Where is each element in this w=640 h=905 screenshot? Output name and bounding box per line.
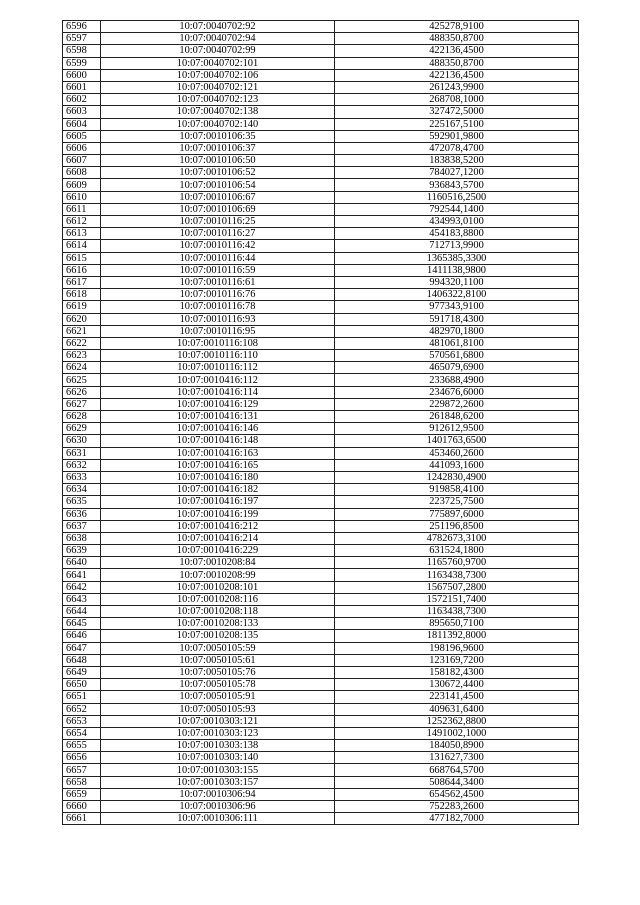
- value-cell: 752283,2600: [335, 801, 579, 813]
- cadastral-number-cell: 10:07:0050105:61: [101, 654, 335, 666]
- value-cell: 261848,6200: [335, 411, 579, 423]
- cadastral-number-cell: 10:07:0010416:146: [101, 423, 335, 435]
- value-cell: 1365385,3300: [335, 252, 579, 264]
- row-number-cell: 6601: [63, 81, 101, 93]
- row-number-cell: 6625: [63, 374, 101, 386]
- table-body: [63, 21, 579, 825]
- table-row: [63, 801, 579, 813]
- row-number-cell: 6607: [63, 155, 101, 167]
- table-row: [63, 691, 579, 703]
- value-cell: 668764,5700: [335, 764, 579, 776]
- table-row: [63, 142, 579, 154]
- table-row: [63, 679, 579, 691]
- cadastral-number-cell: 10:07:0010116:112: [101, 362, 335, 374]
- table-row: [63, 569, 579, 581]
- value-cell: 123169,7200: [335, 654, 579, 666]
- row-number-cell: 6630: [63, 435, 101, 447]
- value-cell: 198196,9600: [335, 642, 579, 654]
- value-cell: 481061,8100: [335, 337, 579, 349]
- row-number-cell: 6619: [63, 301, 101, 313]
- row-number-cell: 6627: [63, 398, 101, 410]
- value-cell: 327472,5000: [335, 106, 579, 118]
- value-cell: 488350,8700: [335, 57, 579, 69]
- row-number-cell: 6642: [63, 581, 101, 593]
- row-number-cell: 6622: [63, 337, 101, 349]
- row-number-cell: 6606: [63, 142, 101, 154]
- row-number-cell: 6621: [63, 325, 101, 337]
- row-number-cell: 6635: [63, 496, 101, 508]
- cadastral-number-cell: 10:07:0010416:131: [101, 411, 335, 423]
- value-cell: 234676,6000: [335, 386, 579, 398]
- table-row: [63, 447, 579, 459]
- value-cell: 223141,4500: [335, 691, 579, 703]
- value-cell: 1401763,6500: [335, 435, 579, 447]
- table-row: [63, 593, 579, 605]
- table-row: [63, 179, 579, 191]
- row-number-cell: 6623: [63, 350, 101, 362]
- cadastral-number-cell: 10:07:0010303:123: [101, 727, 335, 739]
- table-row: [63, 581, 579, 593]
- cadastral-number-cell: 10:07:0010208:84: [101, 557, 335, 569]
- value-cell: 1491002,1000: [335, 727, 579, 739]
- value-cell: 465079,6900: [335, 362, 579, 374]
- table-row: [63, 776, 579, 788]
- value-cell: 631524,1800: [335, 545, 579, 557]
- cadastral-number-cell: 10:07:0010416:180: [101, 471, 335, 483]
- row-number-cell: 6624: [63, 362, 101, 374]
- cadastral-number-cell: 10:07:0010116:27: [101, 228, 335, 240]
- cadastral-number-cell: 10:07:0010106:54: [101, 179, 335, 191]
- row-number-cell: 6614: [63, 240, 101, 252]
- row-number-cell: 6604: [63, 118, 101, 130]
- cadastral-number-cell: 10:07:0010416:212: [101, 520, 335, 532]
- cadastral-number-cell: 10:07:0010416:112: [101, 374, 335, 386]
- table-row: [63, 557, 579, 569]
- cadastral-number-cell: 10:07:0010416:114: [101, 386, 335, 398]
- table-row: [63, 264, 579, 276]
- cadastral-number-cell: 10:07:0010106:50: [101, 155, 335, 167]
- table-row: [63, 228, 579, 240]
- cadastral-number-cell: 10:07:0010116:59: [101, 264, 335, 276]
- row-number-cell: 6617: [63, 276, 101, 288]
- table-row: [63, 740, 579, 752]
- cadastral-number-cell: 10:07:0010116:42: [101, 240, 335, 252]
- value-cell: 1163438,7300: [335, 606, 579, 618]
- value-cell: 409631,6400: [335, 703, 579, 715]
- table-row: [63, 606, 579, 618]
- value-cell: 1406322,8100: [335, 289, 579, 301]
- row-number-cell: 6643: [63, 593, 101, 605]
- row-number-cell: 6608: [63, 167, 101, 179]
- row-number-cell: 6605: [63, 130, 101, 142]
- cadastral-number-cell: 10:07:0010106:52: [101, 167, 335, 179]
- row-number-cell: 6641: [63, 569, 101, 581]
- value-cell: 994320,1100: [335, 276, 579, 288]
- table-row: [63, 752, 579, 764]
- value-cell: 454183,8800: [335, 228, 579, 240]
- table-row: [63, 715, 579, 727]
- table-row: [63, 289, 579, 301]
- row-number-cell: 6650: [63, 679, 101, 691]
- cadastral-number-cell: 10:07:0010303:140: [101, 752, 335, 764]
- cadastral-number-cell: 10:07:0010106:35: [101, 130, 335, 142]
- table-row: [63, 788, 579, 800]
- value-cell: 268708,1000: [335, 94, 579, 106]
- table-row: [63, 398, 579, 410]
- table-row: [63, 618, 579, 630]
- row-number-cell: 6633: [63, 471, 101, 483]
- table-row: [63, 666, 579, 678]
- table-row: [63, 203, 579, 215]
- row-number-cell: 6610: [63, 191, 101, 203]
- cadastral-number-cell: 10:07:0050105:78: [101, 679, 335, 691]
- value-cell: 422136,4500: [335, 45, 579, 57]
- value-cell: 1242830,4900: [335, 471, 579, 483]
- table-row: [63, 520, 579, 532]
- cadastral-number-cell: 10:07:0010303:121: [101, 715, 335, 727]
- row-number-cell: 6616: [63, 264, 101, 276]
- table-row: [63, 191, 579, 203]
- value-cell: 1567507,2800: [335, 581, 579, 593]
- value-cell: 225167,5100: [335, 118, 579, 130]
- row-number-cell: 6626: [63, 386, 101, 398]
- row-number-cell: 6615: [63, 252, 101, 264]
- row-number-cell: 6640: [63, 557, 101, 569]
- row-number-cell: 6636: [63, 508, 101, 520]
- row-number-cell: 6657: [63, 764, 101, 776]
- value-cell: 472078,4700: [335, 142, 579, 154]
- row-number-cell: 6600: [63, 69, 101, 81]
- table-row: [63, 411, 579, 423]
- value-cell: 784027,1200: [335, 167, 579, 179]
- cadastral-number-cell: 10:07:0010303:138: [101, 740, 335, 752]
- value-cell: 441093,1600: [335, 459, 579, 471]
- value-cell: 1572151,7400: [335, 593, 579, 605]
- row-number-cell: 6651: [63, 691, 101, 703]
- table-row: [63, 654, 579, 666]
- value-cell: 1165760,9700: [335, 557, 579, 569]
- cadastral-number-cell: 10:07:0010416:148: [101, 435, 335, 447]
- value-cell: 936843,5700: [335, 179, 579, 191]
- cadastral-number-cell: 10:07:0040702:94: [101, 33, 335, 45]
- cadastral-number-cell: 10:07:0040702:99: [101, 45, 335, 57]
- table-row: [63, 325, 579, 337]
- table-row: [63, 545, 579, 557]
- cadastral-number-cell: 10:07:0010116:76: [101, 289, 335, 301]
- cadastral-number-cell: 10:07:0010208:135: [101, 630, 335, 642]
- cadastral-number-cell: 10:07:0010208:99: [101, 569, 335, 581]
- row-number-cell: 6629: [63, 423, 101, 435]
- cadastral-number-cell: 10:07:0010306:111: [101, 813, 335, 825]
- cadastral-number-cell: 10:07:0010116:110: [101, 350, 335, 362]
- value-cell: 1160516,2500: [335, 191, 579, 203]
- table-row: [63, 630, 579, 642]
- cadastral-number-cell: 10:07:0010116:93: [101, 313, 335, 325]
- value-cell: 425278,9100: [335, 21, 579, 33]
- cadastral-number-cell: 10:07:0010208:133: [101, 618, 335, 630]
- cadastral-number-cell: 10:07:0010306:94: [101, 788, 335, 800]
- row-number-cell: 6612: [63, 216, 101, 228]
- cadastral-number-cell: 10:07:0010303:155: [101, 764, 335, 776]
- table-row: [63, 764, 579, 776]
- cadastral-number-cell: 10:07:0040702:106: [101, 69, 335, 81]
- row-number-cell: 6609: [63, 179, 101, 191]
- row-number-cell: 6603: [63, 106, 101, 118]
- cadastral-number-cell: 10:07:0010116:44: [101, 252, 335, 264]
- row-number-cell: 6658: [63, 776, 101, 788]
- value-cell: 977343,9100: [335, 301, 579, 313]
- row-number-cell: 6598: [63, 45, 101, 57]
- row-number-cell: 6634: [63, 484, 101, 496]
- table-row: [63, 423, 579, 435]
- table-row: [63, 130, 579, 142]
- row-number-cell: 6618: [63, 289, 101, 301]
- row-number-cell: 6602: [63, 94, 101, 106]
- row-number-cell: 6639: [63, 545, 101, 557]
- row-number-cell: 6631: [63, 447, 101, 459]
- row-number-cell: 6649: [63, 666, 101, 678]
- table-row: [63, 81, 579, 93]
- value-cell: 130672,4400: [335, 679, 579, 691]
- table-row: [63, 484, 579, 496]
- cadastral-number-cell: 10:07:0010106:37: [101, 142, 335, 154]
- value-cell: 482970,1800: [335, 325, 579, 337]
- table-row: [63, 362, 579, 374]
- value-cell: 912612,9500: [335, 423, 579, 435]
- value-cell: 591718,4300: [335, 313, 579, 325]
- row-number-cell: 6597: [63, 33, 101, 45]
- value-cell: 261243,9900: [335, 81, 579, 93]
- value-cell: 1811392,8000: [335, 630, 579, 642]
- cadastral-number-cell: 10:07:0010106:67: [101, 191, 335, 203]
- value-cell: 453460,2600: [335, 447, 579, 459]
- cadastral-number-cell: 10:07:0040702:123: [101, 94, 335, 106]
- value-cell: 895650,7100: [335, 618, 579, 630]
- value-cell: 654562,4500: [335, 788, 579, 800]
- row-number-cell: 6653: [63, 715, 101, 727]
- cadastral-number-cell: 10:07:0050105:93: [101, 703, 335, 715]
- table-row: [63, 276, 579, 288]
- cadastral-number-cell: 10:07:0010416:229: [101, 545, 335, 557]
- table-row: [63, 471, 579, 483]
- cadastral-number-cell: 10:07:0050105:76: [101, 666, 335, 678]
- value-cell: 158182,4300: [335, 666, 579, 678]
- row-number-cell: 6620: [63, 313, 101, 325]
- row-number-cell: 6613: [63, 228, 101, 240]
- cadastral-number-cell: 10:07:0010208:118: [101, 606, 335, 618]
- cadastral-number-cell: 10:07:0010416:182: [101, 484, 335, 496]
- table-row: [63, 106, 579, 118]
- table-row: [63, 350, 579, 362]
- value-cell: 233688,4900: [335, 374, 579, 386]
- value-cell: 592901,9800: [335, 130, 579, 142]
- row-number-cell: 6661: [63, 813, 101, 825]
- value-cell: 131627,7300: [335, 752, 579, 764]
- table-row: [63, 386, 579, 398]
- table-row: [63, 727, 579, 739]
- cadastral-number-cell: 10:07:0040702:140: [101, 118, 335, 130]
- cadastral-value-table: [62, 20, 579, 825]
- table-row: [63, 374, 579, 386]
- table-row: [63, 459, 579, 471]
- table-row: [63, 240, 579, 252]
- cadastral-number-cell: 10:07:0050105:59: [101, 642, 335, 654]
- cadastral-number-cell: 10:07:0010416:163: [101, 447, 335, 459]
- value-cell: 223725,7500: [335, 496, 579, 508]
- cadastral-number-cell: 10:07:0040702:92: [101, 21, 335, 33]
- value-cell: 1163438,7300: [335, 569, 579, 581]
- row-number-cell: 6660: [63, 801, 101, 813]
- table-row: [63, 216, 579, 228]
- cadastral-number-cell: 10:07:0010116:78: [101, 301, 335, 313]
- row-number-cell: 6655: [63, 740, 101, 752]
- table-row: [63, 337, 579, 349]
- row-number-cell: 6648: [63, 654, 101, 666]
- table-row: [63, 813, 579, 825]
- row-number-cell: 6659: [63, 788, 101, 800]
- row-number-cell: 6638: [63, 532, 101, 544]
- value-cell: 712713,9900: [335, 240, 579, 252]
- value-cell: 251196,8500: [335, 520, 579, 532]
- cadastral-number-cell: 10:07:0010116:108: [101, 337, 335, 349]
- value-cell: 1252362,8800: [335, 715, 579, 727]
- cadastral-number-cell: 10:07:0010306:96: [101, 801, 335, 813]
- table-row: [63, 155, 579, 167]
- cadastral-number-cell: 10:07:0010416:214: [101, 532, 335, 544]
- row-number-cell: 6656: [63, 752, 101, 764]
- row-number-cell: 6628: [63, 411, 101, 423]
- cadastral-number-cell: 10:07:0040702:101: [101, 57, 335, 69]
- table-row: [63, 703, 579, 715]
- value-cell: 570561,6800: [335, 350, 579, 362]
- table-row: [63, 642, 579, 654]
- row-number-cell: 6645: [63, 618, 101, 630]
- table-row: [63, 252, 579, 264]
- table-row: [63, 21, 579, 33]
- value-cell: 229872,2600: [335, 398, 579, 410]
- row-number-cell: 6647: [63, 642, 101, 654]
- cadastral-number-cell: 10:07:0040702:138: [101, 106, 335, 118]
- value-cell: 1411138,9800: [335, 264, 579, 276]
- value-cell: 477182,7000: [335, 813, 579, 825]
- cadastral-number-cell: 10:07:0010116:61: [101, 276, 335, 288]
- value-cell: 488350,8700: [335, 33, 579, 45]
- row-number-cell: 6599: [63, 57, 101, 69]
- table-row: [63, 496, 579, 508]
- value-cell: 422136,4500: [335, 69, 579, 81]
- cadastral-number-cell: 10:07:0010416:129: [101, 398, 335, 410]
- cadastral-number-cell: 10:07:0010116:95: [101, 325, 335, 337]
- row-number-cell: 6646: [63, 630, 101, 642]
- value-cell: 919858,4100: [335, 484, 579, 496]
- cadastral-number-cell: 10:07:0010106:69: [101, 203, 335, 215]
- row-number-cell: 6611: [63, 203, 101, 215]
- table-row: [63, 33, 579, 45]
- cadastral-number-cell: 10:07:0050105:91: [101, 691, 335, 703]
- value-cell: 434993,0100: [335, 216, 579, 228]
- table-row: [63, 94, 579, 106]
- cadastral-number-cell: 10:07:0010116:25: [101, 216, 335, 228]
- table-row: [63, 532, 579, 544]
- table-row: [63, 435, 579, 447]
- cadastral-number-cell: 10:07:0010208:116: [101, 593, 335, 605]
- cadastral-number-cell: 10:07:0010416:165: [101, 459, 335, 471]
- table-row: [63, 69, 579, 81]
- row-number-cell: 6654: [63, 727, 101, 739]
- row-number-cell: 6596: [63, 21, 101, 33]
- row-number-cell: 6652: [63, 703, 101, 715]
- row-number-cell: 6644: [63, 606, 101, 618]
- value-cell: 4782673,3100: [335, 532, 579, 544]
- table-row: [63, 313, 579, 325]
- row-number-cell: 6632: [63, 459, 101, 471]
- value-cell: 183838,5200: [335, 155, 579, 167]
- cadastral-number-cell: 10:07:0010303:157: [101, 776, 335, 788]
- table-row: [63, 301, 579, 313]
- table-row: [63, 45, 579, 57]
- table-row: [63, 57, 579, 69]
- value-cell: 508644,3400: [335, 776, 579, 788]
- table-row: [63, 167, 579, 179]
- row-number-cell: 6637: [63, 520, 101, 532]
- value-cell: 775897,6000: [335, 508, 579, 520]
- cadastral-number-cell: 10:07:0010208:101: [101, 581, 335, 593]
- cadastral-number-cell: 10:07:0040702:121: [101, 81, 335, 93]
- cadastral-number-cell: 10:07:0010416:197: [101, 496, 335, 508]
- table-row: [63, 118, 579, 130]
- value-cell: 184050,8900: [335, 740, 579, 752]
- table-row: [63, 508, 579, 520]
- cadastral-number-cell: 10:07:0010416:199: [101, 508, 335, 520]
- value-cell: 792544,1400: [335, 203, 579, 215]
